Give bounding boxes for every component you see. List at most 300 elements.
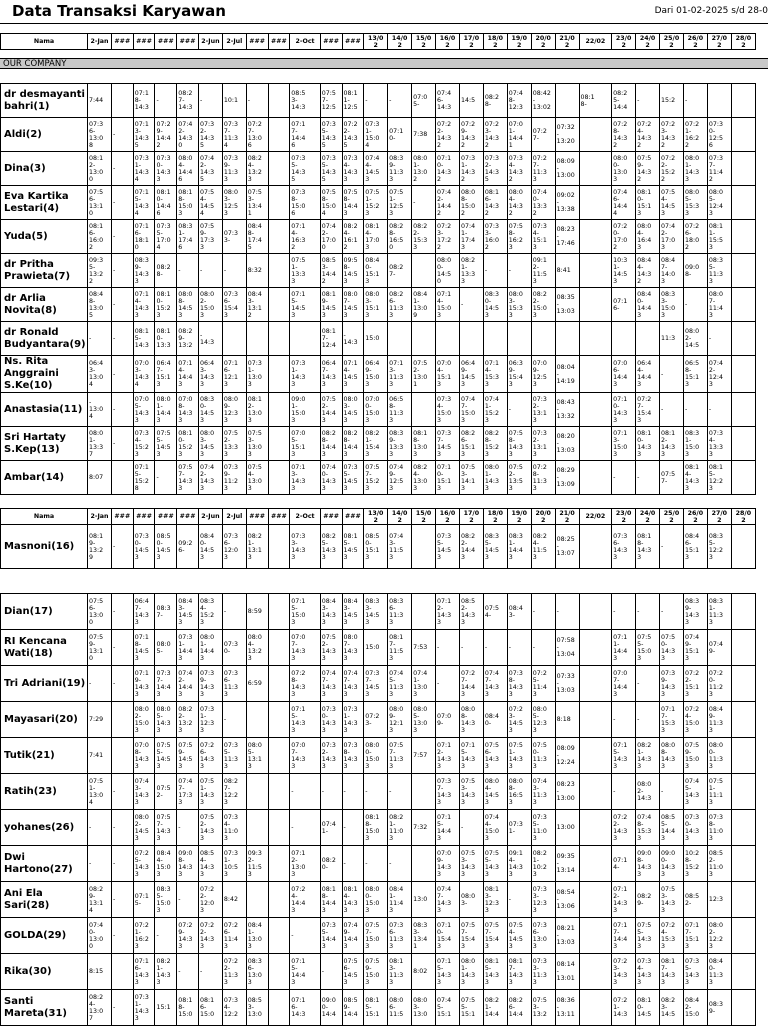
time-cell: - [531,630,555,666]
time-cell: 07:1 0- 14:3 3 [612,393,636,427]
time-cell: 07:0 7- 14:3 3 [290,738,320,774]
employee-name: Dwi Hartono(27) [1,846,88,882]
time-cell: 07:5 3- 13:2 [531,990,555,1026]
time-cell [483,322,507,356]
time-cell: 07:1 8- 14:5 3 [133,630,155,666]
header-date: ### [246,34,268,50]
time-cell: 09:35 - 13:14 [555,846,579,882]
time-cell: 07:1 7- 14:4 6 [290,118,320,152]
time-cell: 07:3 3- 16:0 2 [483,220,507,254]
time-cell: 07:4 2- 14:3 3 [198,461,222,495]
time-cell: 07:3 2- 14:3 5 [483,152,507,186]
time-cell: 07:5 1- 11:1 3 [707,774,731,810]
time-cell: 08:3 3- 15:0 3 [660,288,684,322]
time-cell: 07:1 4- 14:5 3 [342,356,364,393]
time-cell: 07:1 5- 15:2 8 [133,461,155,495]
time-cell: - 13:0 4 [88,393,112,427]
time-cell: 06:4 7- 14:3 3 [133,594,155,630]
time-cell: 07:1 5- 15:0 3 [290,594,320,630]
time-cell: 08:2 1- 14:3 3 [636,738,660,774]
employee-row [1,220,756,254]
time-cell: 07:3 5- 11:3 3 [222,738,246,774]
time-cell: 07:5 1- 13:3 3 [290,254,320,288]
time-cell: 08:0 7- 11:4 3 [707,288,731,322]
time-cell: 07:5 7- 15:4 3 [483,918,507,954]
time-cell: 07:1 3- 11:3 3 [388,356,412,393]
time-cell: - [88,846,112,882]
header-row [1,509,756,525]
time-cell [579,882,612,918]
time-cell: 06:4 4- 14:4 3 [636,356,660,393]
time-cell: - [459,810,483,846]
time-cell: - [660,393,684,427]
time-cell: 08:2 4- 13:0 7 [88,990,112,1026]
time-cell: 09:5 8- 14:5 3 [342,254,364,288]
time-cell: 07:5 6- 14:3 3 [483,738,507,774]
time-cell: - [111,810,133,846]
employee-row [1,152,756,186]
time-cell: - [222,254,246,288]
time-cell: 08:0 3- 13:0 [412,990,436,1026]
time-cell: 07:5 5- 14:5 3 [155,738,177,774]
time-cell: 08:2 1- 10:2 3 [531,846,555,882]
time-cell: 07:4 7- 15:0 3 [459,393,483,427]
time-cell: 09:0 0- 14:4 [320,990,342,1026]
time-cell [268,288,290,322]
time-cell [246,322,268,356]
time-cell: 08:2 8- [483,84,507,118]
time-cell: - [683,84,707,118]
time-cell: 07:33 - 13:03 [555,666,579,702]
time-cell [268,220,290,254]
time-cell: 07:3 0- 14:3 3 [155,152,177,186]
time-cell: - [555,594,579,630]
time-cell [268,630,290,666]
time-cell: 07:1 5- 14:3 3 [290,702,320,738]
time-cell: 07:3 2- 13:1 3 [531,393,555,427]
time-cell [579,461,612,495]
time-cell: 08:5 2- 14:3 3 [459,594,483,630]
header-date: 19/0 2 [507,34,531,50]
time-cell: - [111,918,133,954]
time-cell [246,810,268,846]
time-cell: - [660,356,684,393]
time-cell: 08:0 1- 14:3 3 [683,152,707,186]
time-cell: 08:1 5- 14:3 3 [483,954,507,990]
time-cell: 07:5 2- 13:3 3 [222,427,246,461]
time-cell: - [111,525,133,569]
time-cell: 07:5 5- 14:3 3 [636,918,660,954]
time-cell: 09:0 1- 15:0 3 [290,393,320,427]
employee-row [1,774,756,810]
time-cell: 08:3 9- [707,990,731,1026]
time-cell [268,427,290,461]
time-cell: 07:1 5- 14:4 3 [436,810,460,846]
time-cell: 08:1 8- 14:4 3 [320,882,342,918]
time-cell: 08:4 1- 13:0 3 [246,918,268,954]
header-row [1,34,756,50]
time-cell: 07:3 8- 14:3 3 [507,666,531,702]
time-cell [246,882,268,918]
employee-name: dr Ronald Budyantara(9) [1,322,88,356]
header-date: ### [133,509,155,525]
time-cell: 08:29 - 13:09 [555,461,579,495]
time-cell: - [111,118,133,152]
time-cell: 08:2 8- 14:4 3 [320,427,342,461]
time-cell: 08:3 9- 11:3 3 [388,152,412,186]
time-cell: - [388,84,412,118]
time-cell: 07:1 1- 14:4 3 [612,630,636,666]
time-cell: 09:0 8- [683,254,707,288]
time-cell: 07:2 2- 14:3 2 [436,118,460,152]
time-cell: 07:4 7- 14:3 3 [342,666,364,702]
time-cell: 08:0 7- 14:5 3 [342,288,364,322]
time-cell: 07:5 9- 15:0 3 [364,954,388,990]
time-cell [246,702,268,738]
time-cell: 08:2 8- [155,254,177,288]
header-date: 2-Jan [88,509,112,525]
employee-row [1,427,756,461]
time-cell: 07:4 5- 11:3 3 [388,666,412,702]
time-cell: 07:5 6- 13:0 0 [88,594,112,630]
transaction-table-2 [0,508,756,569]
time-cell: 07:2 1- 16:2 3 [133,918,155,954]
time-cell: 08:1 6- 14:3 2 [483,186,507,220]
time-cell: 07:4 2- 17:0 3 [660,220,684,254]
time-cell: 07:3 5- 14:3 5 [320,118,342,152]
time-cell: - [459,630,483,666]
time-cell: 07:5 3- 13:4 1 [246,186,268,220]
time-cell: 08:1 1- 12:5 [342,84,364,118]
time-cell: - [155,461,177,495]
time-cell: 08:0 0- 15:0 3 [364,882,388,918]
time-cell: - [155,918,177,954]
time-cell [579,594,612,630]
time-cell: - [222,702,246,738]
time-cell: 07:5 7- 14:3 3 [155,810,177,846]
time-cell: 14:5 [459,84,483,118]
time-cell: 07:2 7- 13:0 6 [246,118,268,152]
time-cell: 07:0 5- [412,84,436,118]
time-cell: 08:3 0- 14:5 3 [483,288,507,322]
time-cell: 07:4 0- 13:0 0 [88,918,112,954]
employee-row [1,186,756,220]
time-cell: 08:4 3- 14:3 3 [320,594,342,630]
time-cell: 08:1 6- 16:0 2 [88,220,112,254]
time-cell: 07:3 1- 14:3 4 [133,152,155,186]
header-date: ### [320,34,342,50]
time-cell: 07:5 7- 15:0 3 [364,918,388,954]
time-cell: - [88,322,112,356]
time-cell [731,427,755,461]
time-cell: 08:1 0- 15:2 3 [177,427,199,461]
time-cell: - [111,186,133,220]
time-cell: - [342,774,364,810]
time-cell: - [320,774,342,810]
time-cell: 08:1 8- 15:0 3 [364,810,388,846]
time-cell: 07:5 3- 14:3 3 [660,882,684,918]
time-cell: 07:4 6- 14:4 4 [612,186,636,220]
time-cell: 07:5 1- 14:3 3 [198,774,222,810]
time-cell: 08:0 4- 14:4 6 [177,152,199,186]
time-cell: 08:0 2- 14:5 [683,322,707,356]
time-cell: 08:0 5- 14:3 3 [155,702,177,738]
time-cell: 07:3 0- 14:3 3 [683,810,707,846]
time-cell: 08:0 4- 13:2 3 [246,630,268,666]
time-cell: - [612,461,636,495]
time-cell [531,322,555,356]
time-cell [731,84,755,118]
time-cell: 07:5 9- 13:1 0 [88,630,112,666]
time-cell: 07:3 1- 15:0 4 [364,118,388,152]
time-cell: 08:0 8- 15:0 2 [459,186,483,220]
header-date: 20/0 2 [531,34,555,50]
time-cell: 08:4 6- 15:1 3 [683,525,707,569]
time-cell: 07:3 4- 15:1 3 [531,220,555,254]
time-cell [731,810,755,846]
time-cell [268,84,290,118]
time-cell: 08:3 7- [155,594,177,630]
time-cell: 07:4 3- 11:3 3 [531,774,555,810]
time-cell: - [436,630,460,666]
time-cell: 07:3 4- 13:3 3 [707,427,731,461]
time-cell: 08:3 1- 17:4 6 [177,220,199,254]
time-cell: 08:1 2- 13:0 3 [246,393,268,427]
time-cell: 07:5 1- 15:2 3 [364,186,388,220]
time-cell: 08:0 2- 14:3 [636,774,660,810]
time-cell: 08:3 5- 15:0 3 [155,882,177,918]
time-cell: - [531,594,555,630]
time-cell: 08:0 2- 15:0 3 [198,288,222,322]
time-cell: 08:1 7- 12:4 [320,322,342,356]
time-cell: 07:5 1- 14:3 3 [507,738,531,774]
time-cell: 07:3 6- 14:3 3 [612,525,636,569]
time-cell [731,738,755,774]
time-cell: - [660,774,684,810]
time-cell [268,810,290,846]
time-cell: - [636,84,660,118]
time-cell: 08:0 8- 14:5 3 [177,288,199,322]
employee-row [1,254,756,288]
time-cell: 08:4 4- 14:3 2 [636,254,660,288]
time-cell: 07:3 8- 11:0 3 [707,810,731,846]
employee-name: yohanes(26) [1,810,88,846]
time-cell [731,666,755,702]
time-cell [268,152,290,186]
header-date: 19/0 2 [507,509,531,525]
time-cell: 07:2 8- 14:3 3 [290,666,320,702]
time-cell: 08:5 3- 14:3 [290,84,320,118]
time-cell: 08:2 1- 13:3 3 [459,254,483,288]
time-cell: 08:5 4- 14:3 3 [198,846,222,882]
time-cell [507,322,531,356]
time-cell: 08:0 3- 15:3 3 [507,288,531,322]
time-cell [579,738,612,774]
time-cell: 07:5 3- 13:0 3 [246,427,268,461]
time-cell: 07:5 8- 15:0 4 [320,186,342,220]
time-cell: 08:5 2- [683,882,707,918]
time-cell: - [111,356,133,393]
time-cell: 06:4 7- 14:3 3 [320,356,342,393]
time-cell: 07:3 9- 11:3 3 [222,152,246,186]
time-cell: 06:4 9- 14:5 3 [459,356,483,393]
time-cell: 10:1 [222,84,246,118]
time-cell: 08:2 0- [320,846,342,882]
time-cell: 09:3 5- 13:2 2 [88,254,112,288]
time-cell: 08:0 1- 14:3 3 [483,461,507,495]
time-cell: 08:1 2- 13:0 0 [88,152,112,186]
time-cell: 07:3 0- 12:5 6 [707,118,731,152]
time-cell: 08:1 8- 13:0 3 [412,427,436,461]
employee-row [1,810,756,846]
header-date: 24/0 2 [636,509,660,525]
time-cell: 08:4 3- 14:5 3 [342,594,364,630]
time-cell: 07:3 9- 14:3 3 [660,666,684,702]
time-cell [268,738,290,774]
employee-row [1,918,756,954]
time-cell: 7:29 [88,702,112,738]
employee-name: Masnoni(16) [1,525,88,569]
time-cell: 06:3 9- 15:4 3 [507,356,531,393]
time-cell: 08:0 1- 13:0 2 [412,152,436,186]
time-cell: 08:23 - 13:00 [555,774,579,810]
time-cell: - [364,846,388,882]
time-cell: 07:3 1- 14:3 2 [459,152,483,186]
time-cell: 07:4 8- 15:3 3 [636,810,660,846]
time-cell: 07:1 5- 14:3 3 [612,738,636,774]
time-cell: 07:3 2- 13:1 3 [531,427,555,461]
time-cell: 09:1 2- 11:5 3 [531,254,555,288]
time-cell: - [388,846,412,882]
time-cell: 08:2 8- 14:4 3 [342,427,364,461]
time-cell: 08:0 1- 14:4 3 [155,393,177,427]
time-cell [412,846,436,882]
time-cell: 07:4 8- 12:3 [507,84,531,118]
date-range: Dari 01-02-2025 s/d 28-0 [654,6,768,16]
time-cell: - [111,774,133,810]
header-date: 15/0 2 [412,34,436,50]
header-date: 14/0 2 [388,34,412,50]
time-cell: 07:0 5- 15:1 3 [290,427,320,461]
time-cell: 08:2 4- 13:0 3 [412,461,436,495]
time-cell: 07:0 5- 14:3 3 [133,393,155,427]
time-cell: 07:5 7- 15:4 3 [459,918,483,954]
time-cell [246,774,268,810]
time-cell: 07:1 6- 12:1 3 [222,356,246,393]
time-cell: 08:0 8- 16:5 3 [507,774,531,810]
time-cell: 10:2 8- 15:2 3 [683,846,707,882]
time-cell: 07:1 5- 14:3 3 [436,954,460,990]
time-cell: 07:5 7- 11:3 3 [388,738,412,774]
time-cell: 08:1 0- 14:3 3 [636,427,660,461]
time-cell: 08:4 0- 11:3 3 [707,954,731,990]
time-cell: 06:5 8- 11:3 3 [388,393,412,427]
time-cell: 06:4 3- 14:3 3 [198,356,222,393]
time-cell [268,990,290,1026]
time-cell: 08:1 0- 14:4 6 [155,186,177,220]
time-cell: 08:4 2- 15:0 [683,990,707,1026]
time-cell [731,990,755,1026]
time-cell: 07:3 6- 15:4 3 [222,288,246,322]
time-cell: 08:2 2- 15:0 3 [531,288,555,322]
time-cell [731,846,755,882]
time-cell: - [507,630,531,666]
time-cell: 07:0 9- 12:5 3 [531,356,555,393]
time-cell: 07:0 3- 14:3 4 [133,356,155,393]
time-cell: 08:4 3- 13:1 2 [246,288,268,322]
time-cell: 08:4 1- 11:4 3 [388,882,412,918]
time-cell [268,118,290,152]
time-cell: 07:2 3- 14:3 2 [483,118,507,152]
header-date: 2-Jul [222,509,246,525]
time-cell [111,461,133,495]
time-cell: 07:3 1- 14:3 3 [290,356,320,393]
time-cell: - [290,810,320,846]
header-date: 28/0 2 [731,34,755,50]
employee-name: Santi Mareta(31) [1,990,88,1026]
header-date: 21/0 2 [555,509,579,525]
time-cell [412,525,436,569]
time-cell: 09:3 2- 11:5 3 [246,846,268,882]
time-cell: 07:3 7- 11:4 2 [707,152,731,186]
time-cell: 07:1 4- 15:3 3 [483,356,507,393]
time-cell: 6:59 [246,666,268,702]
time-cell [579,186,612,220]
header-date: 27/0 2 [707,34,731,50]
employee-name: Dina(3) [1,152,88,186]
time-cell: 07:2 2- 11:3 3 [222,954,246,990]
time-cell: 07:1 5- 14:3 3 [459,738,483,774]
time-cell: 08:3 5- 12:2 3 [707,525,731,569]
header-date: 25/0 2 [660,34,684,50]
employee-name: Ns. Rita Anggraini S.Ke(10) [1,356,88,393]
time-cell [268,254,290,288]
time-cell: 08:1 7- 14:3 3 [507,954,531,990]
time-cell: 07:1 4- [612,846,636,882]
time-cell: 08:2 2- 15:3 3 [412,220,436,254]
time-cell [579,702,612,738]
time-cell: 08:0 9- 12:1 3 [388,702,412,738]
time-cell: 08:3 9- 13:3 3 [388,427,412,461]
time-cell: 08:2 7- 14:3 [177,84,199,118]
time-cell: 08:4 0- 14:4 3 [636,288,660,322]
header-date: ### [268,509,290,525]
time-cell [731,702,755,738]
time-cell: 07:4 1- 15:2 3 [483,393,507,427]
time-cell: 07:5 2- 14:4 3 [320,393,342,427]
time-cell: 07:5 2- 14:3 3 [320,630,342,666]
time-cell: 08:2 1- 11:0 3 [388,810,412,846]
time-cell: 07:2 3- 14:3 3 [612,954,636,990]
time-cell: 08:1 0- 15:2 3 [155,288,177,322]
time-cell: - [388,774,412,810]
time-cell: 07:3 5- 11:0 3 [531,810,555,846]
time-cell: 08:2 8- 15:2 3 [483,427,507,461]
employee-name: Rika(30) [1,954,88,990]
time-cell: - [412,186,436,220]
time-cell: 08:0 5- 12:3 3 [531,702,555,738]
time-cell: 07:4 4- 15:0 3 [483,810,507,846]
time-cell: 07:5 6- 13:1 0 [88,186,112,220]
time-cell [731,525,755,569]
time-cell [579,427,612,461]
time-cell: 07:2 4- 14:4 3 [290,882,320,918]
time-cell: 07:2 2- 14:3 5 [342,118,364,152]
time-cell: 07:1 2- 14:3 3 [436,738,460,774]
time-cell: - [111,254,133,288]
time-cell: 08:1 2- 14:3 3 [660,427,684,461]
time-cell: 08:1 7- 14:3 3 [660,954,684,990]
